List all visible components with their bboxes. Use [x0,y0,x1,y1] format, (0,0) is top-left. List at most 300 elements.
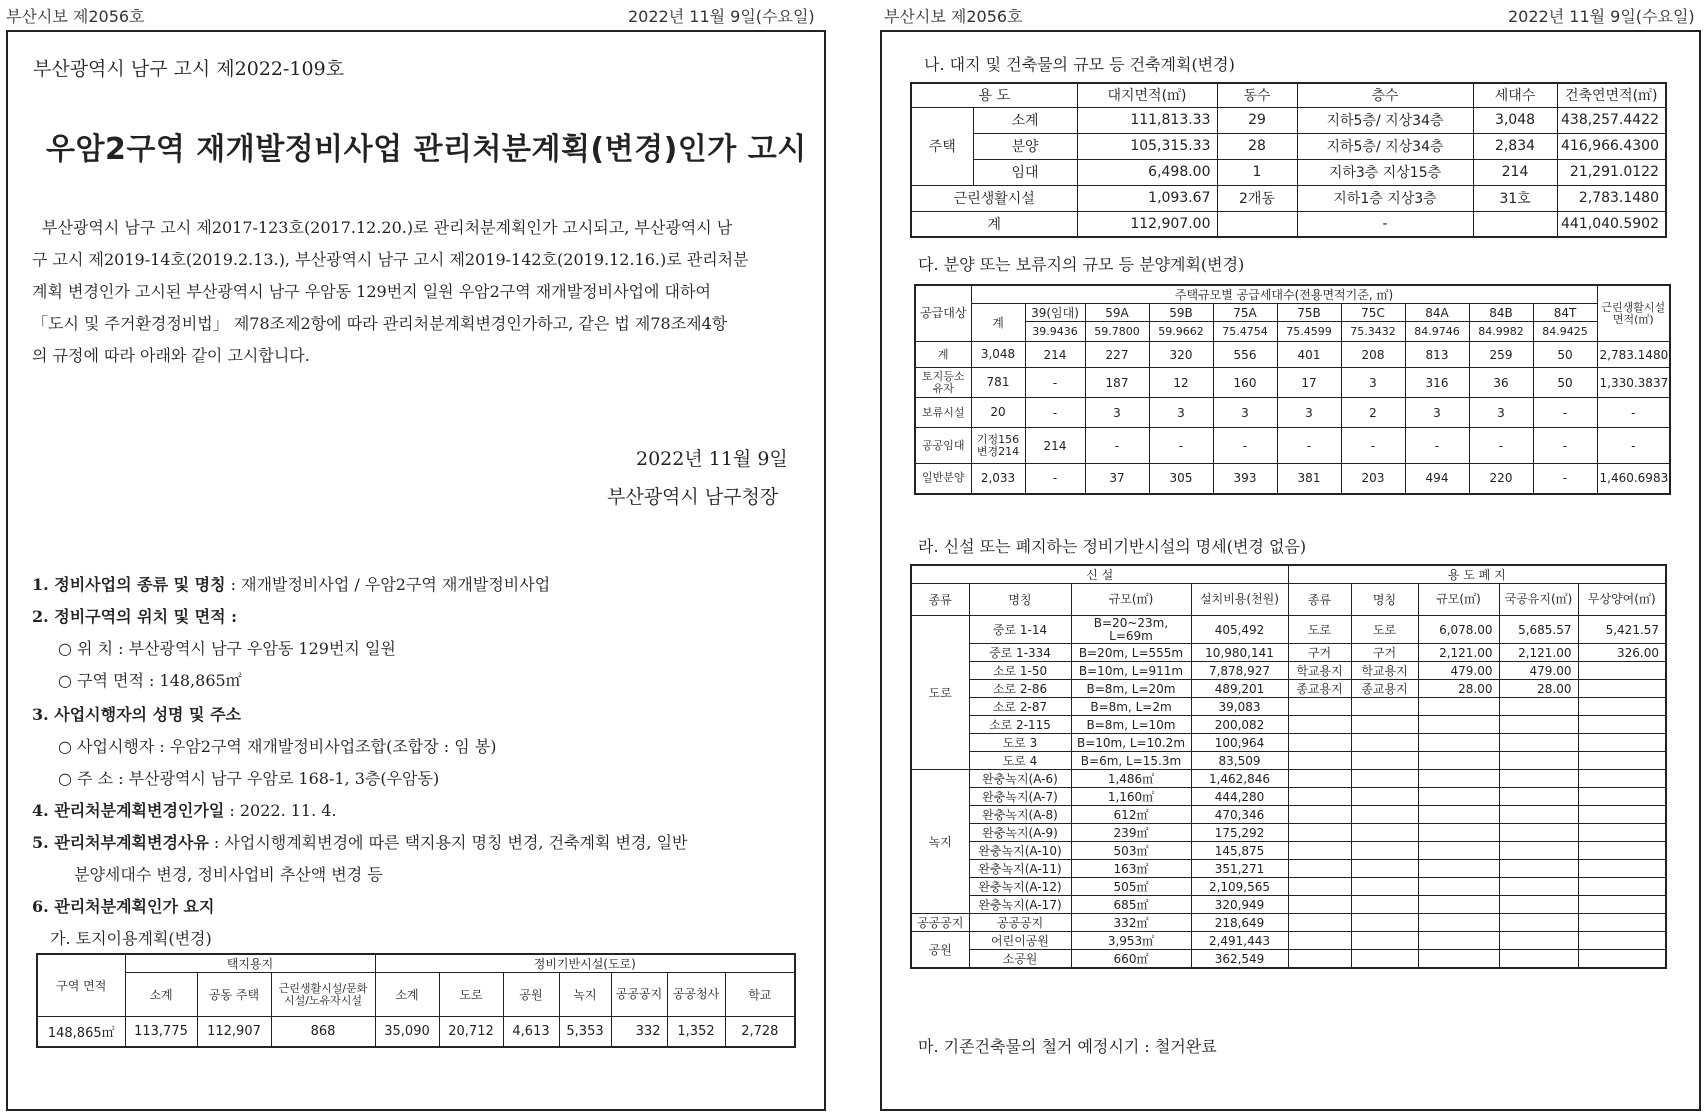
dist-cell: 3 [1085,398,1149,428]
facility-cell: 362,549 [1191,950,1288,969]
facility-cell: 163㎡ [1071,860,1191,878]
facility-row [911,716,1666,734]
facility-cell [1578,950,1666,969]
section-ma: 마. 기존건축물의 철거 예정시기 : 철거완료 [918,1037,1217,1056]
facility-cell [1578,788,1666,806]
bt-sub: 소계 [973,107,1077,133]
facility-row [911,788,1666,806]
facility-cell [1499,698,1578,716]
facility-cell [1578,680,1666,698]
lu-sub: 소계 [125,973,197,1017]
bt-units: 214 [1473,159,1557,185]
bt-h-use: 용 도 [911,83,1077,107]
dist-cell: 813 [1405,342,1469,368]
facility-cell [1578,896,1666,914]
dist-cell: 494 [1405,464,1469,494]
ft-h-new: 신 설 [911,565,1288,584]
facility-cell: B=10m, L=10.2m [1071,734,1191,752]
facility-cell [1351,842,1418,860]
facility-cell: 39,083 [1191,698,1288,716]
bt-floors: 지하5층/ 지상34층 [1297,133,1473,159]
facility-cell: 소로 2-86 [969,680,1071,698]
facility-cell [1499,932,1578,950]
dist-cell: - [1597,428,1670,464]
item-5 [32,830,688,853]
ft-h: 무상양여(㎡) [1578,584,1666,616]
facility-cell [1351,896,1418,914]
lu-cell: 113,775 [125,1017,197,1047]
facility-cell [1288,878,1351,896]
dist-cell: 781 [971,368,1025,398]
facility-cell [1288,806,1351,824]
facility-cell: 5,685.57 [1499,616,1578,644]
facility-row [911,770,1666,788]
bt-dong [1217,211,1297,237]
item-4 [32,798,337,821]
dist-cell: 208 [1341,342,1405,368]
facility-cell: 200,082 [1191,716,1288,734]
ft-h: 규모(㎡) [1418,584,1499,616]
facility-cell [1351,824,1418,842]
facility-cell [1351,878,1418,896]
notice-signer: 부산광역시 남구청장 [607,486,779,508]
item-3-address: ○ 주 소 : 부산광역시 남구 우암로 168-1, 3층(우암동) [58,769,440,788]
facility-cell: 학교용지 [1351,662,1418,680]
dist-cell: 187 [1085,368,1149,398]
facility-cell [1288,734,1351,752]
body-line: 부산광역시 남구 고시 제2017-123호(2017.12.20.)로 관리처분계획인가 고시되고, 부산광역시 남 [42,218,733,237]
facility-cell: B=6m, L=15.3m [1071,752,1191,770]
dt-area: 39.9436 [1025,322,1085,342]
left-date: 2022년 11월 9일(수요일) [628,7,815,26]
bt-floors: - [1297,211,1473,237]
facility-cell [1351,914,1418,932]
dt-area: 59.7800 [1085,322,1149,342]
facility-cell: B=8m, L=20m [1071,680,1191,698]
lu-sub: 공원 [503,973,559,1017]
facility-cell: 28.00 [1499,680,1578,698]
facility-cell: 종교용지 [1351,680,1418,698]
dist-cell: 227 [1085,342,1149,368]
facility-cell: 2,121.00 [1418,644,1499,662]
facility-cell [1351,734,1418,752]
facility-cell: B=20~23m, L=69m [1071,616,1191,644]
right-date: 2022년 11월 9일(수요일) [1508,7,1695,26]
facility-cell: 완충녹지(A-8) [969,806,1071,824]
dist-cell: - [1469,428,1533,464]
facility-cell [1418,950,1499,969]
lu-h-area: 구역 면적 [37,954,125,1017]
bt-area: 111,813.33 [1077,107,1217,133]
dt-type: 59A [1085,304,1149,322]
facility-cell [1418,752,1499,770]
dist-cell: 556 [1213,342,1277,368]
dist-cell: 3 [1149,398,1213,428]
dist-cell: - [1149,428,1213,464]
dt-h-total: 계 [971,304,1025,342]
facility-cell: B=8m, L=10m [1071,716,1191,734]
facility-cell: 470,346 [1191,806,1288,824]
dist-cell: 220 [1469,464,1533,494]
facility-cell: 2,109,565 [1191,878,1288,896]
lu-cell: 332 [611,1017,667,1047]
facility-cell [1418,770,1499,788]
facility-cell [1578,932,1666,950]
lu-sub: 도로 [439,973,503,1017]
right-publication: 부산시보 제2056호 [884,7,1023,26]
dist-cell: 3 [1469,398,1533,428]
facility-cell: 도로 [1351,616,1418,644]
dist-cell: 3 [1277,398,1341,428]
bt-dong: 1 [1217,159,1297,185]
facility-row [911,878,1666,896]
facility-cell: 405,492 [1191,616,1288,644]
facility-cell [1288,842,1351,860]
lu-cell: 868 [271,1017,375,1047]
facility-cell [1578,716,1666,734]
facility-cell: 완충녹지(A-10) [969,842,1071,860]
bt-sub: 임대 [973,159,1077,185]
facility-cell: 351,271 [1191,860,1288,878]
facility-cell [1288,788,1351,806]
facility-cell [1351,698,1418,716]
dist-cell: 214 [1025,342,1085,368]
facility-cell [1418,842,1499,860]
dist-cell: 2,033 [971,464,1025,494]
facility-cell [1351,716,1418,734]
lu-cell: 5,353 [559,1017,611,1047]
facility-cell [1578,824,1666,842]
item-1-value: : 재개발정비사업 / 우암2구역 재개발정비사업 [225,575,551,594]
bt-floors: 지하5층/ 지상34층 [1297,107,1473,133]
facility-cell [1288,770,1351,788]
facility-cell [1578,752,1666,770]
bt-h-units: 세대수 [1473,83,1557,107]
dt-area: 84.9982 [1469,322,1533,342]
bt-units: 31호 [1473,185,1557,211]
bt-area: 105,315.33 [1077,133,1217,159]
lu-sub: 소계 [375,973,439,1017]
item-6-label: 6. 관리처분계획인가 요지 [32,897,215,916]
dist-cell: 320 [1149,342,1213,368]
facility-cell: 145,875 [1191,842,1288,860]
dist-cell: 3 [1341,368,1405,398]
dist-cell: 1,460.6983 [1597,464,1670,494]
facility-row [911,932,1666,950]
facility-row [911,680,1666,698]
bt-units: 3,048 [1473,107,1557,133]
facility-cell: 도로 3 [969,734,1071,752]
body-line: 의 규정에 따라 아래와 같이 고시합니다. [32,346,310,365]
facility-cell: 332㎡ [1071,914,1191,932]
facility-cell [1288,860,1351,878]
facility-row [911,698,1666,716]
bt-units: 2,834 [1473,133,1557,159]
facility-cell: 5,421.57 [1578,616,1666,644]
dist-cell: 259 [1469,342,1533,368]
facility-cell [1288,896,1351,914]
dt-area: 84.9425 [1533,322,1597,342]
lu-sub: 학교 [725,973,795,1017]
dist-cell: - [1533,398,1597,428]
facility-cell [1499,752,1578,770]
facility-cell [1418,698,1499,716]
dt-type: 84T [1533,304,1597,322]
facility-cell [1418,878,1499,896]
item-1 [32,572,550,595]
dist-cell: 381 [1277,464,1341,494]
facility-cell [1288,752,1351,770]
dist-cell: 2,783.1480 [1597,342,1670,368]
bt-gfa: 2,783.1480 [1557,185,1666,211]
section-da: 다. 분양 또는 보류지의 규모 등 분양계획(변경) [918,255,1245,274]
dt-h-target: 공급대상 [915,285,971,342]
facility-row [911,914,1666,932]
bt-dong: 2개동 [1217,185,1297,211]
facility-cell [1499,896,1578,914]
dist-cell: - [1213,428,1277,464]
bt-retail: 근린생활시설 [911,185,1077,211]
bt-sub: 분양 [973,133,1077,159]
bt-total: 계 [911,211,1077,237]
bt-floors: 지하3층 지상15층 [1297,159,1473,185]
facility-row [911,896,1666,914]
dist-row [915,342,1670,368]
facilities-table [910,564,1667,969]
land-use-table [36,953,796,1048]
facility-cell: 구거 [1288,644,1351,662]
facility-cell [1351,932,1418,950]
facility-row [911,662,1666,680]
facility-cell [1288,950,1351,969]
facility-cell [1499,770,1578,788]
lu-cell: 4,613 [503,1017,559,1047]
facility-cell: 10,980,141 [1191,644,1288,662]
distribution-table [914,284,1671,495]
item-2-location: ○ 위 치 : 부산광역시 남구 우암동 129번지 일원 [58,639,396,658]
dist-row [915,368,1670,398]
dist-cell: - [1085,428,1149,464]
item-1-label: 1. 정비사업의 종류 및 명칭 [32,575,226,594]
dist-cell: 305 [1149,464,1213,494]
dt-area: 84.9746 [1405,322,1469,342]
facility-cell [1288,698,1351,716]
facility-cell [1288,824,1351,842]
facility-cell: 완충녹지(A-12) [969,878,1071,896]
facility-cell: 구거 [1351,644,1418,662]
dist-row [915,464,1670,494]
facility-cell [1418,860,1499,878]
dt-type: 59B [1149,304,1213,322]
facility-cell: 1,462,846 [1191,770,1288,788]
bt-h-floors: 층수 [1297,83,1473,107]
item-5-label: 5. 관리처부계획변경사유 [32,833,209,852]
facility-cell [1578,806,1666,824]
facility-cell [1418,914,1499,932]
facility-cell: 완충녹지(A-9) [969,824,1071,842]
dist-cell: - [1405,428,1469,464]
dist-cell: - [1533,464,1597,494]
facility-cell: 505㎡ [1071,878,1191,896]
facility-cell [1418,734,1499,752]
dt-type: 84B [1469,304,1533,322]
facility-cell [1351,806,1418,824]
bt-h-gfa: 건축연면적(㎡) [1557,83,1666,107]
facility-cell [1499,950,1578,969]
notice-number: 부산광역시 남구 고시 제2022-109호 [33,58,345,80]
bt-housing: 주택 [911,107,973,185]
facility-cell [1351,860,1418,878]
facility-cell [1578,698,1666,716]
lu-h-infra: 정비기반시설(도로) [375,954,795,973]
lu-sub: 근린생활시설/문화시설/노유자시설 [271,973,375,1017]
facility-cell: 완충녹지(A-11) [969,860,1071,878]
lu-sub: 공공청사 [667,973,725,1017]
dist-row [915,428,1670,464]
dist-cell: 214 [1025,428,1085,464]
facility-cell [1578,662,1666,680]
section-ga: 가. 토지이용계획(변경) [50,929,212,948]
dist-cell: 12 [1149,368,1213,398]
facility-cell [1351,788,1418,806]
dt-area: 75.4754 [1213,322,1277,342]
facility-cell: 7,878,927 [1191,662,1288,680]
facility-cell [1499,788,1578,806]
facility-cell: B=10m, L=911m [1071,662,1191,680]
facility-cell: 320,949 [1191,896,1288,914]
dist-cell: 1,330.3837 [1597,368,1670,398]
dt-type: 75B [1277,304,1341,322]
facility-cell: 종교용지 [1288,680,1351,698]
bt-area: 6,498.00 [1077,159,1217,185]
lu-sub: 공공공지 [611,973,667,1017]
facility-cell: 공공공지 [911,914,969,932]
lu-cell: 20,712 [439,1017,503,1047]
facility-cell: 28.00 [1418,680,1499,698]
notice-date: 2022년 11월 9일 [636,448,788,470]
dist-cell: 보류시설 [915,398,971,428]
dist-cell: 160 [1213,368,1277,398]
dist-cell: 393 [1213,464,1277,494]
ft-h: 국공유지(㎡) [1499,584,1578,616]
facility-cell: B=20m, L=555m [1071,644,1191,662]
facility-cell: 612㎡ [1071,806,1191,824]
dist-cell: 50 [1533,368,1597,398]
dist-row [915,398,1670,428]
facility-cell [1351,770,1418,788]
dist-cell: - [1025,464,1085,494]
facility-cell: 1,160㎡ [1071,788,1191,806]
facility-cell: 3,953㎡ [1071,932,1191,950]
ft-h: 명칭 [969,584,1071,616]
facility-cell: 2,491,443 [1191,932,1288,950]
dist-cell: 일반분양 [915,464,971,494]
bt-gfa: 416,966.4300 [1557,133,1666,159]
dist-cell: - [1277,428,1341,464]
facility-cell: 중로 1-14 [969,616,1071,644]
item-5-cont: 분양세대수 변경, 정비사업비 추산액 변경 등 [74,865,383,884]
dist-cell: 203 [1341,464,1405,494]
facility-cell [1578,842,1666,860]
dist-cell: 36 [1469,368,1533,398]
bt-h-area: 대지면적(㎡) [1077,83,1217,107]
facility-cell [1578,770,1666,788]
bt-h-dong: 동수 [1217,83,1297,107]
dist-cell: 20 [971,398,1025,428]
dist-cell: 37 [1085,464,1149,494]
facility-cell: 어린이공원 [969,932,1071,950]
bt-units [1473,211,1557,237]
facility-cell [1288,914,1351,932]
facility-cell: 2,121.00 [1499,644,1578,662]
facility-cell: 479.00 [1499,662,1578,680]
facility-cell: 중로 1-334 [969,644,1071,662]
facility-cell: 완충녹지(A-7) [969,788,1071,806]
facility-cell: 완충녹지(A-17) [969,896,1071,914]
facility-row [911,734,1666,752]
lu-cell: 148,865㎡ [37,1017,125,1047]
facility-cell [1418,716,1499,734]
facility-cell: 6,078.00 [1418,616,1499,644]
body-line: 구 고시 제2019-14호(2019.2.13.), 부산광역시 남구 고시 제2019-142호(2019.12.16.)로 관리처분 [32,250,749,269]
facility-cell: 소로 1-50 [969,662,1071,680]
dist-cell: 토지등소유자 [915,368,971,398]
dist-cell: 2 [1341,398,1405,428]
item-2-label: 2. 정비구역의 위치 및 면적 : [32,607,238,626]
ft-h: 명칭 [1351,584,1418,616]
dt-h-retail: 근린생활시설면적(㎡) [1597,285,1670,342]
dist-cell: 401 [1277,342,1341,368]
facility-cell [1351,752,1418,770]
left-publication: 부산시보 제2056호 [6,7,145,26]
facility-row [911,860,1666,878]
dist-cell: 공공임대 [915,428,971,464]
dist-cell: - [1025,398,1085,428]
facility-cell [1499,842,1578,860]
bt-area: 112,907.00 [1077,211,1217,237]
bt-gfa: 21,291.0122 [1557,159,1666,185]
facility-cell: 444,280 [1191,788,1288,806]
facility-cell: 218,649 [1191,914,1288,932]
dist-cell: - [1341,428,1405,464]
facility-cell: 83,509 [1191,752,1288,770]
item-3-operator: ○ 사업시행자 : 우암2구역 재개발정비사업조합(조합장 : 임 봉) [58,737,497,756]
lu-sub: 공동 주택 [197,973,271,1017]
facility-cell [1578,860,1666,878]
dist-cell: 50 [1533,342,1597,368]
facility-row [911,842,1666,860]
facility-cell: B=8m, L=2m [1071,698,1191,716]
dt-area: 75.3432 [1341,322,1405,342]
facility-cell: 완충녹지(A-6) [969,770,1071,788]
dt-area: 59.9662 [1149,322,1213,342]
facility-cell [1418,824,1499,842]
ft-h: 설치비용(천원) [1191,584,1288,616]
facility-cell: 공원 [911,932,969,969]
lu-h-taek: 택지용지 [125,954,375,973]
facility-cell: 479.00 [1418,662,1499,680]
facility-cell [1351,950,1418,969]
lu-cell: 112,907 [197,1017,271,1047]
bt-dong: 28 [1217,133,1297,159]
item-4-label: 4. 관리처분계획변경인가일 [32,801,225,820]
item-2-area: ○ 구역 면적 : 148,865㎡ [58,671,242,690]
facility-cell [1499,914,1578,932]
facility-cell [1499,734,1578,752]
notice-title: 우암2구역 재개발정비사업 관리처분계획(변경)인가 고시 [46,132,807,167]
facility-cell: 239㎡ [1071,824,1191,842]
bt-gfa: 441,040.5902 [1557,211,1666,237]
